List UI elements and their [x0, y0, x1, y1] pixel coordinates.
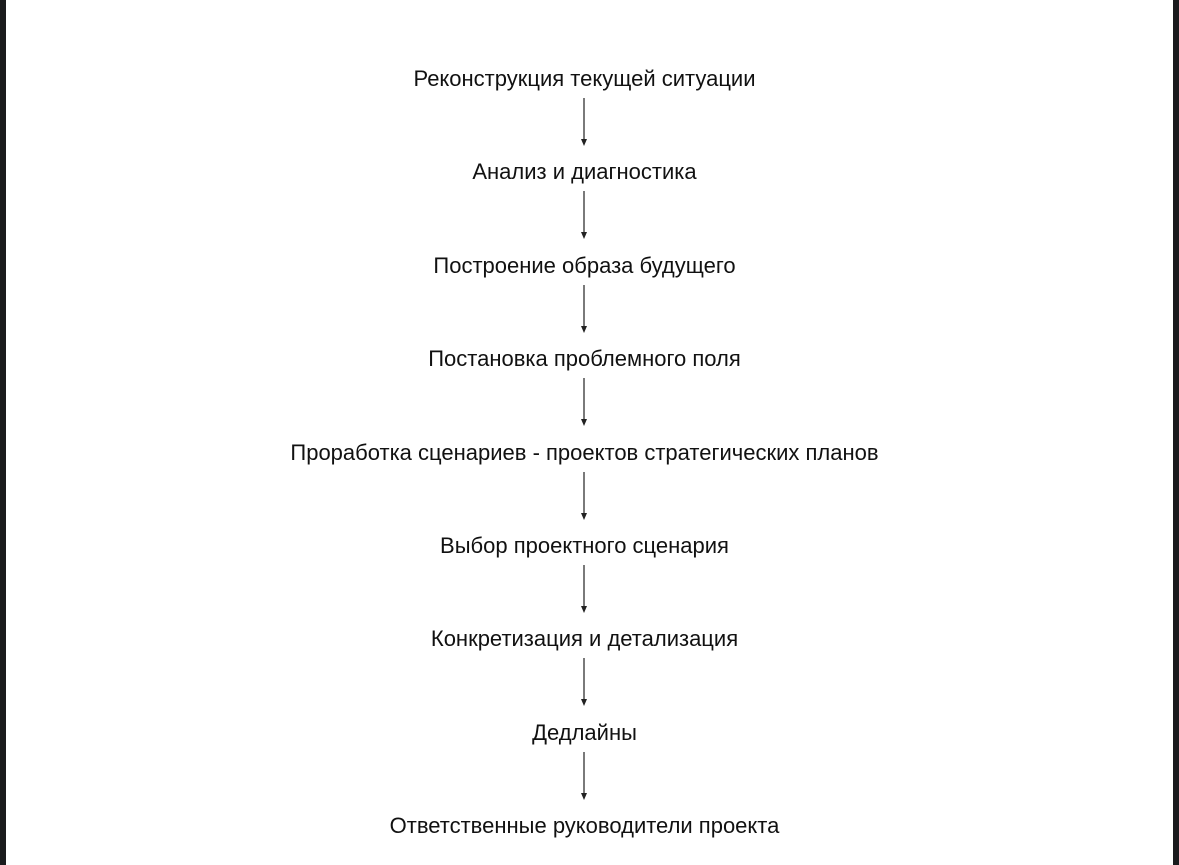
flow-step: Анализ и диагностика	[472, 159, 697, 185]
arrow-down-icon	[578, 191, 590, 239]
flow-step: Реконструкция текущей ситуации	[413, 66, 756, 91]
flow-step: Проработка сценариев - проектов стратегических планов	[290, 439, 879, 465]
right-window-border	[1173, 0, 1179, 865]
flow-step: Ответственные руководители проекта	[389, 813, 780, 839]
arrow-down-icon	[578, 752, 590, 800]
flow-step: Дедлайны	[532, 719, 637, 745]
arrow-down-icon	[578, 378, 590, 426]
arrow-down-icon	[578, 472, 590, 520]
flow-step: Построение образа будущего	[433, 252, 736, 278]
flow-step: Постановка проблемного поля	[428, 346, 741, 372]
flow-step: Конкретизация и детализация	[430, 626, 739, 652]
flow-step: Выбор проектного сценария	[440, 533, 729, 558]
arrow-down-icon	[578, 565, 590, 613]
arrow-down-icon	[578, 98, 590, 146]
arrow-down-icon	[578, 285, 590, 333]
arrow-down-icon	[578, 658, 590, 706]
